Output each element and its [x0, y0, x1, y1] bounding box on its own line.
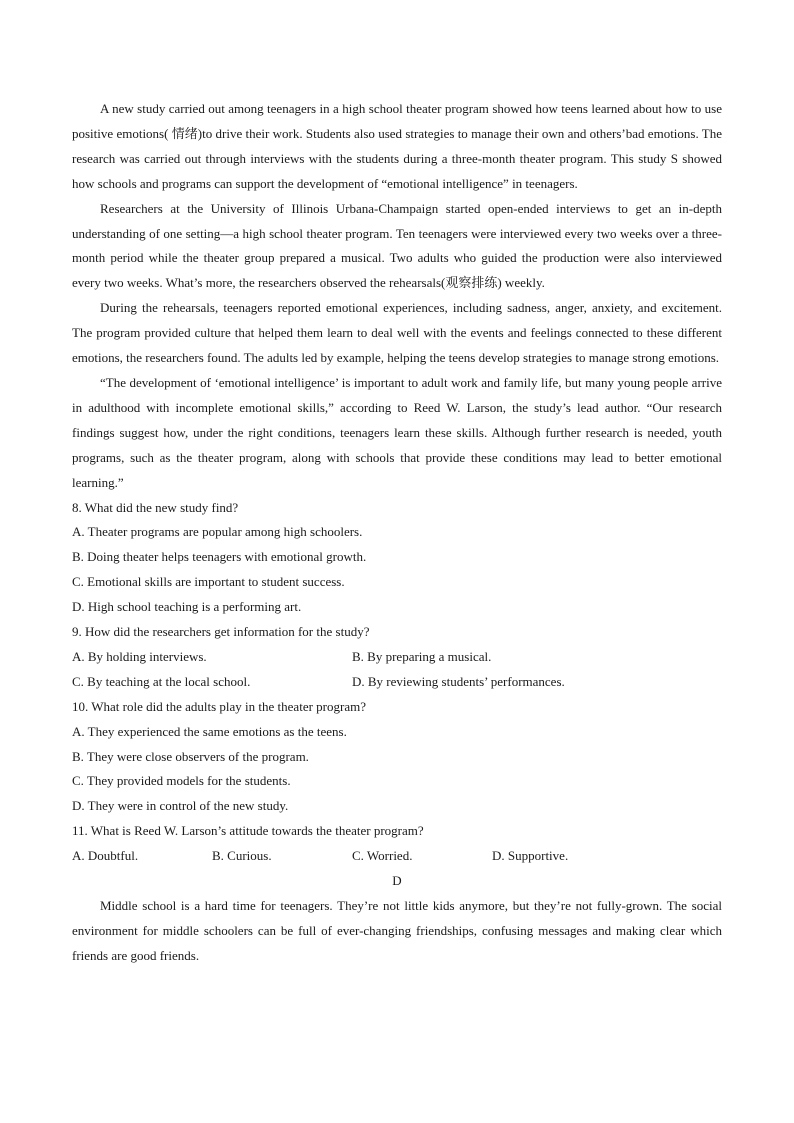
passage-c-paragraph-1: A new study carried out among teenagers in a high school theater program showed how teens learned about how to use positive emotions( 情绪)to drive their work. Students also used strategies to manage their own and others’bad emotions. The research was carried out through interviews with the students during a three-month theater program. This study S showed how schools and programs can support the development of “emotional intelligence” in teenagers. — [72, 101, 722, 191]
passage-c-paragraph-4: “The development of ‘emotional intelligence’ is important to adult work and family life, but many young people arrive in adulthood with incomplete emotional skills,” according to Reed W. Larson, the study’s lead author. “Our research findings suggest how, under the right conditions, teenagers learn these skills. Although further research is needed, youth programs, such as the theater program, along with schools that provide these conditions may lead to better emotional learning.” — [72, 374, 722, 490]
question-9-option-d: D. By reviewing students’ performances. — [352, 673, 565, 689]
question-10 — [72, 695, 722, 820]
question-9-options-row-1 — [72, 645, 722, 670]
question-11-option-c: C. Worried. — [352, 848, 413, 864]
question-10-option-b: B. They were close observers of the program. — [72, 748, 309, 764]
question-9-option-b: B. By preparing a musical. — [352, 648, 492, 664]
question-8-option-c: C. Emotional skills are important to student success. — [72, 574, 345, 590]
question-8-stem: 8. What did the new study find? — [72, 499, 239, 515]
passage-c-paragraph-3: During the rehearsals, teenagers reported emotional experiences, including sadness, anger, anxiety, and excitement. The program provided culture that helped them learn to deal well with the events and feelings connected to these different emotions, the researchers found. The adults led by example, helping the teens develop strategies to manage strong emotions. — [72, 300, 722, 366]
question-8-option-b: B. Doing theater helps teenagers with emotional growth. — [72, 549, 367, 565]
question-11-option-a: A. Doubtful. — [72, 848, 139, 864]
question-8-option-d: D. High school teaching is a performing art. — [72, 599, 302, 615]
question-10-option-d: D. They were in control of the new study. — [72, 798, 289, 814]
question-11-options-row — [72, 844, 722, 869]
question-10-stem: 10. What role did the adults play in the theater program? — [72, 698, 366, 714]
question-9-option-a: A. By holding interviews. — [72, 648, 207, 664]
section-letter-d: D — [392, 873, 402, 889]
question-10-option-a: A. They experienced the same emotions as the teens. — [72, 723, 347, 739]
question-9-options-row-2 — [72, 670, 722, 695]
question-11-stem: 11. What is Reed W. Larson’s attitude towards the theater program? — [72, 823, 424, 839]
passage-c-paragraph-2: Researchers at the University of Illinois Urbana-Champaign started open-ended interviews to get an in-depth understanding of one setting—a high school theater program. Ten teenagers were interviewed every two weeks over a three-month period while the theater group prepared a musical. Two adults who guided the production were also interviewed every two weeks. What’s more, the researchers observed the rehearsals(观察排练) weekly. — [72, 200, 722, 291]
question-11 — [72, 819, 722, 869]
question-9-stem: 9. How did the researchers get information for the study? — [72, 624, 370, 640]
passage-d-paragraph-1: Middle school is a hard time for teenagers. They’re not little kids anymore, but they’re not fully-grown. The social environment for middle schoolers can be full of ever-changing friendships, confusing messages and making clear which friends are good friends. — [72, 898, 722, 963]
question-11-option-d: D. Supportive. — [492, 848, 569, 864]
question-8-option-a: A. Theater programs are popular among high schoolers. — [72, 524, 363, 540]
question-9-option-c: C. By teaching at the local school. — [72, 673, 251, 689]
question-11-option-b: B. Curious. — [212, 848, 272, 864]
question-8 — [72, 496, 722, 621]
document-page — [72, 97, 722, 969]
question-9 — [72, 620, 722, 695]
question-10-option-c: C. They provided models for the students. — [72, 773, 291, 789]
